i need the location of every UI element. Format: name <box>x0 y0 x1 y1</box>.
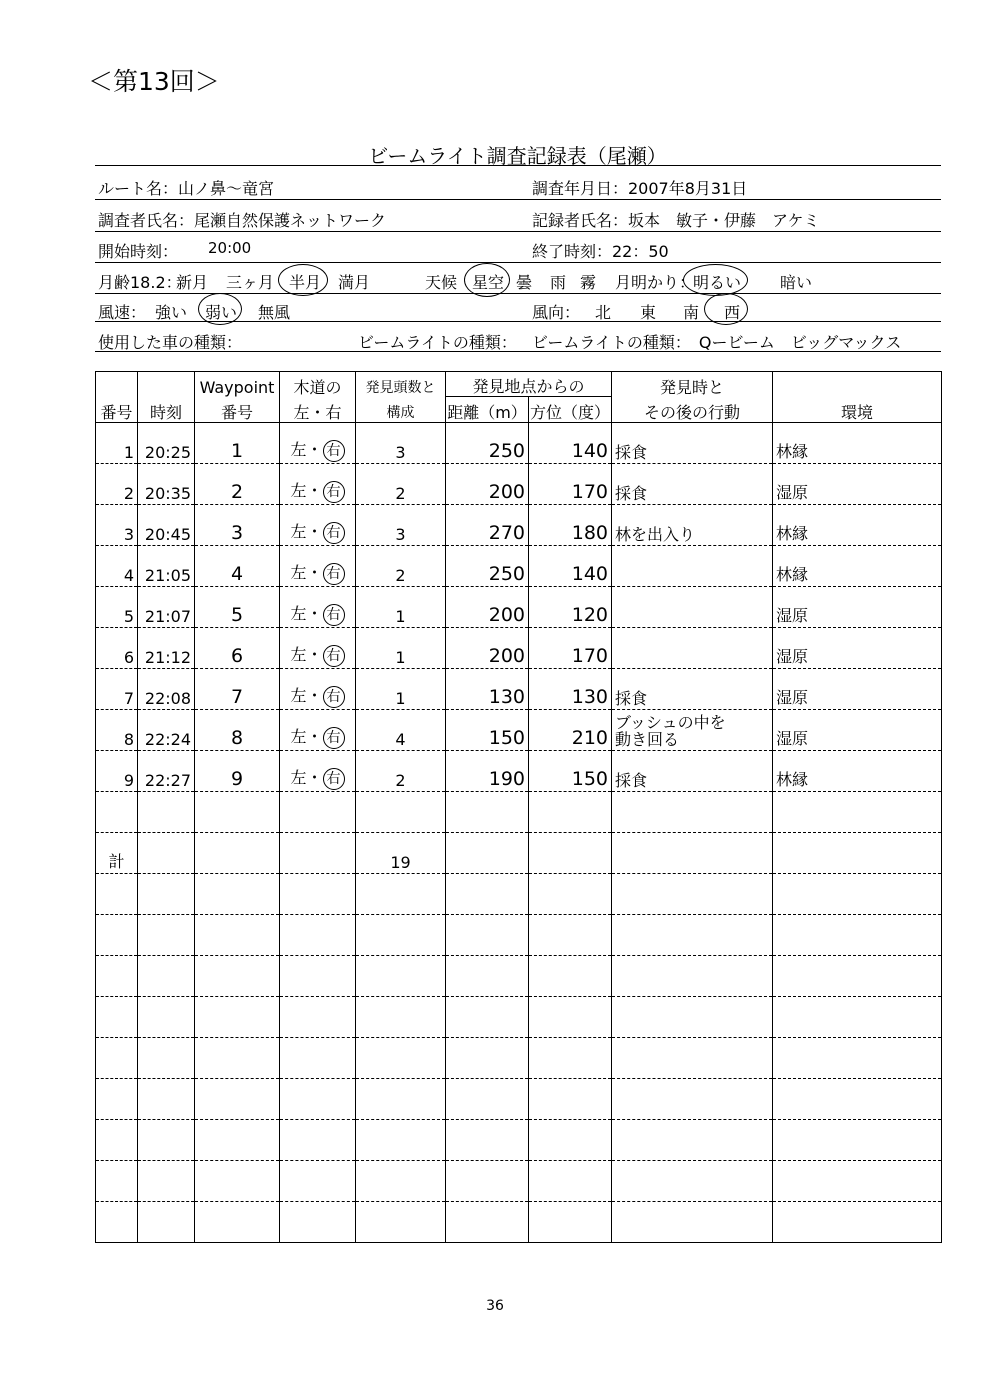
cell-bearing: 170 <box>529 627 612 668</box>
side-left: 左 <box>290 439 307 459</box>
header-waypoint: Waypoint <box>195 372 280 397</box>
cell-empty <box>280 791 356 832</box>
cell-empty <box>138 996 195 1037</box>
cell-empty <box>773 1119 942 1160</box>
surveyor-field: 調査者氏名：尾瀬自然保護ネットワーク <box>98 211 387 230</box>
cell-distance: 200 <box>446 463 529 504</box>
cell-empty <box>138 914 195 955</box>
cell-environment: 湿原 <box>773 668 942 709</box>
cell-behavior: ブッシュの中を 動き回る <box>612 709 773 750</box>
cell-empty <box>529 1037 612 1078</box>
cell-side <box>280 709 356 750</box>
cell-empty <box>138 832 195 873</box>
cell-empty <box>195 791 280 832</box>
cell-behavior <box>612 586 773 627</box>
side-right-circled: 右 <box>323 727 345 749</box>
cell-empty <box>446 996 529 1037</box>
side-separator: ・ <box>306 439 323 459</box>
table-row <box>96 791 942 832</box>
cell-waypoint: 3 <box>195 504 280 545</box>
cell-behavior: 林を出入り <box>612 504 773 545</box>
cell-empty <box>446 955 529 996</box>
cell-empty <box>195 873 280 914</box>
header-from-point: 発見地点からの <box>446 372 612 397</box>
cell-empty <box>356 955 446 996</box>
moon-age-label: 月齢18.2： <box>98 273 182 292</box>
cell-time: 21:07 <box>138 586 195 627</box>
table-row <box>96 1160 942 1201</box>
cell-time: 20:35 <box>138 463 195 504</box>
cell-empty <box>195 996 280 1037</box>
cell-environment: 林縁 <box>773 504 942 545</box>
cell-empty <box>356 873 446 914</box>
cell-bearing: 170 <box>529 463 612 504</box>
cell-empty <box>280 1160 356 1201</box>
cell-empty <box>96 1119 138 1160</box>
side-separator: ・ <box>306 644 323 664</box>
cell-empty <box>446 791 529 832</box>
side-separator: ・ <box>306 726 323 746</box>
cell-empty <box>356 1037 446 1078</box>
cell-waypoint: 8 <box>195 709 280 750</box>
cell-number: 9 <box>96 750 138 791</box>
cell-bearing: 140 <box>529 422 612 463</box>
cell-empty <box>280 1078 356 1119</box>
end-time-field: 終了時刻：22：50 <box>532 242 669 261</box>
side-separator: ・ <box>306 521 323 541</box>
cell-empty <box>773 791 942 832</box>
cell-empty <box>96 996 138 1037</box>
moon-option: 満月 <box>338 273 371 292</box>
table-row <box>96 955 942 996</box>
side-right-circled: 右 <box>323 686 345 708</box>
side-right-circled: 右 <box>323 563 345 585</box>
cell-empty <box>773 1037 942 1078</box>
cell-number: 6 <box>96 627 138 668</box>
moonlight-option-selected: 明るい <box>693 273 742 292</box>
cell-waypoint: 1 <box>195 422 280 463</box>
cell-waypoint: 2 <box>195 463 280 504</box>
side-left: 左 <box>290 480 307 500</box>
recorder-field: 記録者氏名：坂本 敏子・伊藤 アケミ <box>532 211 820 230</box>
header-row <box>96 397 942 423</box>
header-time: 時刻 <box>138 397 195 423</box>
cell-empty <box>529 955 612 996</box>
cell-empty <box>96 1201 138 1242</box>
rule <box>95 199 941 200</box>
cell-total-count: 19 <box>356 832 446 873</box>
cell-empty <box>446 1078 529 1119</box>
side-right-circled: 右 <box>323 440 345 462</box>
side-left: 左 <box>290 726 307 746</box>
cell-empty <box>773 914 942 955</box>
cell-empty <box>612 1037 773 1078</box>
start-time-value: 20:00 <box>208 239 252 257</box>
table-row <box>96 914 942 955</box>
cell-empty <box>96 1078 138 1119</box>
cell-count: 3 <box>356 504 446 545</box>
cell-time: 20:45 <box>138 504 195 545</box>
cell-distance: 250 <box>446 545 529 586</box>
table-row <box>96 750 942 791</box>
table-row <box>96 1119 942 1160</box>
side-right-circled: 右 <box>323 481 345 503</box>
cell-empty <box>446 1160 529 1201</box>
cell-number: 3 <box>96 504 138 545</box>
cell-bearing: 210 <box>529 709 612 750</box>
rule <box>95 231 941 232</box>
cell-behavior: 採食 <box>612 463 773 504</box>
cell-empty <box>773 1201 942 1242</box>
side-left: 左 <box>290 562 307 582</box>
table-row <box>96 463 942 504</box>
cell-distance: 270 <box>446 504 529 545</box>
cell-number: 7 <box>96 668 138 709</box>
cell-empty <box>612 1160 773 1201</box>
cell-empty <box>356 1201 446 1242</box>
cell-empty <box>280 873 356 914</box>
header-boardwalk: 木道の <box>280 372 356 397</box>
header-behavior: 発見時と <box>612 372 773 397</box>
wind-direction-option: 南 <box>683 303 700 322</box>
cell-bearing: 120 <box>529 586 612 627</box>
moonlight-label: 月明かり： <box>615 273 696 292</box>
header-waypoint-number: 番号 <box>195 397 280 423</box>
cell-count: 3 <box>356 422 446 463</box>
cell-environment: 林縁 <box>773 750 942 791</box>
cell-behavior: 採食 <box>612 750 773 791</box>
cell-empty <box>138 873 195 914</box>
cell-empty <box>96 873 138 914</box>
selection-circle <box>464 263 510 297</box>
cell-number: 4 <box>96 545 138 586</box>
cell-empty <box>529 832 612 873</box>
cell-distance: 200 <box>446 627 529 668</box>
cell-empty <box>195 1201 280 1242</box>
cell-empty <box>612 1119 773 1160</box>
cell-empty <box>138 1037 195 1078</box>
cell-waypoint: 7 <box>195 668 280 709</box>
table-row <box>96 586 942 627</box>
side-left: 左 <box>290 644 307 664</box>
header-environment: 環境 <box>773 397 942 423</box>
rule <box>95 165 941 166</box>
table-row <box>96 996 942 1037</box>
cell-empty <box>280 955 356 996</box>
cell-empty <box>773 1160 942 1201</box>
cell-time: 21:05 <box>138 545 195 586</box>
cell-distance: 150 <box>446 709 529 750</box>
cell-behavior: 採食 <box>612 422 773 463</box>
table-row <box>96 668 942 709</box>
cell-side <box>280 668 356 709</box>
side-right-circled: 右 <box>323 645 345 667</box>
side-left: 左 <box>290 603 307 623</box>
cell-empty <box>280 1119 356 1160</box>
cell-distance: 190 <box>446 750 529 791</box>
weather-option: 雨 <box>550 273 567 292</box>
cell-empty <box>773 873 942 914</box>
cell-environment: 林縁 <box>773 545 942 586</box>
cell-environment: 湿原 <box>773 586 942 627</box>
session-label: ＜第13回＞ <box>88 67 220 96</box>
cell-empty <box>195 832 280 873</box>
moon-option: 新月 <box>176 273 209 292</box>
cell-empty <box>529 1160 612 1201</box>
cell-empty <box>195 1160 280 1201</box>
cell-empty <box>529 1201 612 1242</box>
cell-waypoint: 9 <box>195 750 280 791</box>
header-row <box>96 372 942 397</box>
cell-empty <box>356 791 446 832</box>
cell-side <box>280 750 356 791</box>
cell-count: 1 <box>356 668 446 709</box>
cell-empty <box>612 832 773 873</box>
table-row <box>96 504 942 545</box>
side-left: 左 <box>290 521 307 541</box>
side-separator: ・ <box>306 562 323 582</box>
cell-empty <box>612 791 773 832</box>
cell-count: 2 <box>356 545 446 586</box>
route-field: ルート名：山ノ鼻～竜宮 <box>98 179 275 198</box>
cell-empty <box>529 1078 612 1119</box>
cell-empty <box>195 1078 280 1119</box>
moon-option-selected: 半月 <box>289 273 322 292</box>
start-time-label: 開始時刻： <box>98 242 179 261</box>
cell-waypoint: 6 <box>195 627 280 668</box>
cell-time: 20:25 <box>138 422 195 463</box>
header-distance: 距離（m） <box>446 397 529 423</box>
cell-count: 1 <box>356 627 446 668</box>
table-row <box>96 873 942 914</box>
moon-option: 三ヶ月 <box>226 273 275 292</box>
cell-side <box>280 545 356 586</box>
cell-environment: 湿原 <box>773 709 942 750</box>
side-separator: ・ <box>306 480 323 500</box>
cell-count: 2 <box>356 750 446 791</box>
cell-environment: 林縁 <box>773 422 942 463</box>
cell-empty <box>529 914 612 955</box>
cell-empty <box>138 1160 195 1201</box>
survey-date-field: 調査年月日：2007年8月31日 <box>532 179 748 198</box>
cell-waypoint: 4 <box>195 545 280 586</box>
cell-empty <box>280 832 356 873</box>
cell-behavior: 採食 <box>612 668 773 709</box>
weather-option: 霧 <box>580 273 597 292</box>
cell-empty <box>612 996 773 1037</box>
cell-empty <box>195 1119 280 1160</box>
observation-table <box>95 371 942 1243</box>
cell-number: 2 <box>96 463 138 504</box>
selection-circle <box>704 293 748 325</box>
table-row <box>96 1037 942 1078</box>
cell-empty <box>612 1201 773 1242</box>
cell-empty <box>446 1037 529 1078</box>
cell-empty <box>138 1201 195 1242</box>
cell-empty <box>529 791 612 832</box>
table-row <box>96 545 942 586</box>
cell-time: 22:24 <box>138 709 195 750</box>
table-row <box>96 1201 942 1242</box>
cell-empty <box>612 955 773 996</box>
cell-side <box>280 463 356 504</box>
moonlight-option: 暗い <box>780 273 813 292</box>
cell-side <box>280 627 356 668</box>
cell-empty <box>195 914 280 955</box>
cell-empty <box>446 1201 529 1242</box>
cell-count: 1 <box>356 586 446 627</box>
cell-environment: 湿原 <box>773 463 942 504</box>
cell-empty <box>96 1160 138 1201</box>
cell-distance: 130 <box>446 668 529 709</box>
page-number: 36 <box>486 1298 504 1314</box>
cell-empty <box>612 914 773 955</box>
cell-empty <box>612 873 773 914</box>
table-row <box>96 832 942 873</box>
cell-empty <box>612 1078 773 1119</box>
side-separator: ・ <box>306 767 323 787</box>
selection-circle <box>278 264 328 296</box>
cell-empty <box>138 955 195 996</box>
cell-empty <box>280 1037 356 1078</box>
cell-behavior <box>612 545 773 586</box>
weather-label: 天候 <box>425 273 458 292</box>
cell-behavior <box>612 627 773 668</box>
cell-number: 8 <box>96 709 138 750</box>
cell-empty <box>529 996 612 1037</box>
cell-empty <box>446 914 529 955</box>
cell-bearing: 150 <box>529 750 612 791</box>
wind-direction-option: 東 <box>640 303 657 322</box>
weather-option-selected: 星空 <box>472 273 505 292</box>
side-left: 左 <box>290 685 307 705</box>
side-left: 左 <box>290 767 307 787</box>
cell-empty <box>446 1119 529 1160</box>
wind-direction-option: 北 <box>595 303 612 322</box>
cell-empty <box>356 996 446 1037</box>
cell-time: 22:27 <box>138 750 195 791</box>
cell-empty <box>280 1201 356 1242</box>
selection-circle <box>683 264 748 296</box>
cell-empty <box>356 1119 446 1160</box>
cell-empty <box>773 832 942 873</box>
header-bearing: 方位（度） <box>529 397 612 423</box>
cell-total-label: 計 <box>96 832 138 873</box>
beamlight-value: ビームライトの種類： Qービーム ビッグマックス <box>532 333 902 352</box>
cell-empty <box>138 791 195 832</box>
cell-empty <box>138 1078 195 1119</box>
cell-empty <box>356 1160 446 1201</box>
cell-empty <box>96 955 138 996</box>
cell-waypoint: 5 <box>195 586 280 627</box>
cell-bearing: 180 <box>529 504 612 545</box>
cell-distance: 250 <box>446 422 529 463</box>
header-count: 発見頭数と <box>356 372 446 397</box>
side-separator: ・ <box>306 685 323 705</box>
side-right-circled: 右 <box>323 768 345 790</box>
wind-speed-option-selected: 弱い <box>205 303 238 322</box>
cell-side <box>280 586 356 627</box>
table-row <box>96 422 942 463</box>
table-row <box>96 709 942 750</box>
cell-empty <box>96 1037 138 1078</box>
cell-count: 2 <box>356 463 446 504</box>
cell-empty <box>280 914 356 955</box>
cell-empty <box>529 873 612 914</box>
wind-speed-option: 無風 <box>258 303 291 322</box>
side-separator: ・ <box>306 603 323 623</box>
wind-direction-option-selected: 西 <box>724 303 741 322</box>
cell-empty <box>773 1078 942 1119</box>
cell-number: 1 <box>96 422 138 463</box>
table-row <box>96 627 942 668</box>
selection-circle <box>198 293 242 325</box>
cell-empty <box>96 791 138 832</box>
header-number: 番号 <box>96 397 138 423</box>
cell-distance: 200 <box>446 586 529 627</box>
cell-empty <box>773 955 942 996</box>
cell-time: 21:12 <box>138 627 195 668</box>
header-side: 左・右 <box>280 397 356 423</box>
rule <box>95 262 941 263</box>
cell-time: 22:08 <box>138 668 195 709</box>
table-row <box>96 1078 942 1119</box>
cell-bearing: 140 <box>529 545 612 586</box>
cell-empty <box>529 1119 612 1160</box>
cell-side <box>280 504 356 545</box>
wind-speed-label: 風速： <box>98 303 147 322</box>
vehicle-label: 使用した車の種類： <box>98 333 243 352</box>
cell-empty <box>138 1119 195 1160</box>
cell-empty <box>773 996 942 1037</box>
cell-empty <box>195 955 280 996</box>
cell-bearing: 130 <box>529 668 612 709</box>
beamlight-label: ビームライトの種類： <box>358 333 517 352</box>
header-behavior-after: その後の行動 <box>612 397 773 423</box>
form-title: ビームライト調査記録表（尾瀬） <box>368 144 667 168</box>
cell-count: 4 <box>356 709 446 750</box>
cell-empty <box>195 1037 280 1078</box>
weather-option: 曇 <box>516 273 533 292</box>
cell-side <box>280 422 356 463</box>
cell-empty <box>356 914 446 955</box>
side-right-circled: 右 <box>323 604 345 626</box>
cell-empty <box>356 1078 446 1119</box>
cell-empty <box>280 996 356 1037</box>
wind-speed-option: 強い <box>155 303 188 322</box>
cell-empty <box>96 914 138 955</box>
header-composition: 構成 <box>356 397 446 423</box>
side-right-circled: 右 <box>323 522 345 544</box>
cell-number: 5 <box>96 586 138 627</box>
wind-direction-label: 風向： <box>532 303 581 322</box>
cell-empty <box>446 832 529 873</box>
cell-environment: 湿原 <box>773 627 942 668</box>
cell-empty <box>446 873 529 914</box>
